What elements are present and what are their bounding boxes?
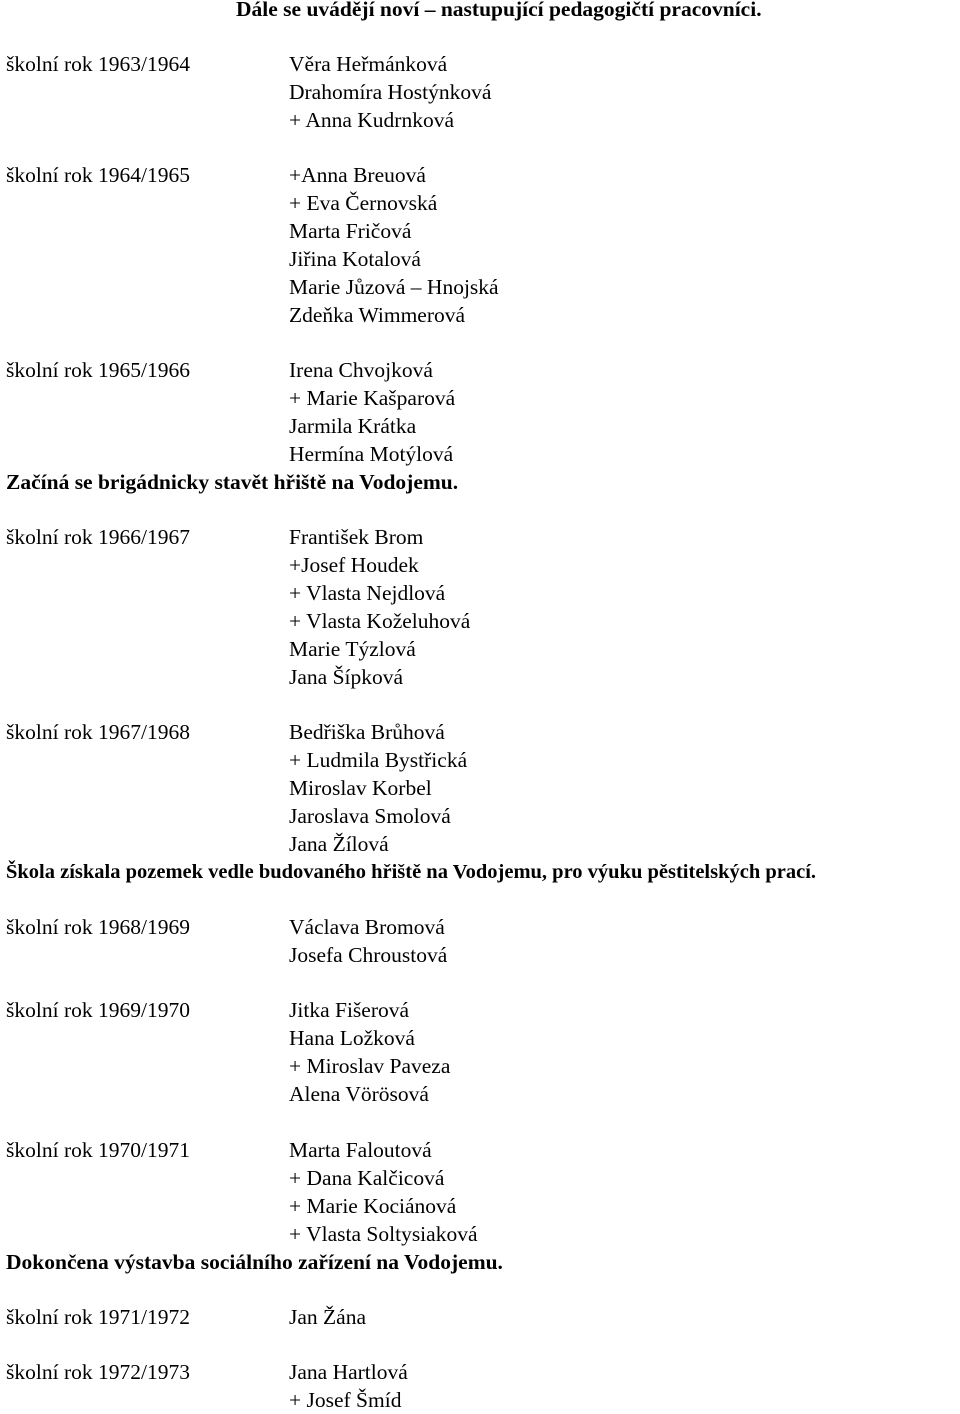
school-year-label: školní rok 1968/1969 (6, 915, 190, 939)
event-note: Dokončena výstavba sociálního zařízení na Vodojemu. (6, 1250, 503, 1274)
school-year-label: školní rok 1966/1967 (6, 525, 190, 549)
teacher-name: Irena Chvojková (289, 358, 433, 382)
teacher-name: Marie Jůzová – Hnojská (289, 275, 499, 299)
teacher-name: +Josef Houdek (289, 553, 419, 577)
teacher-name: + Vlasta Koželuhová (289, 609, 471, 633)
event-note: Začíná se brigádnicky stavět hřiště na Vodojemu. (6, 470, 459, 494)
teacher-name: + Marie Kociánová (289, 1194, 457, 1218)
teacher-name: Zdeňka Wimmerová (289, 303, 466, 327)
teacher-name: + Dana Kalčicová (289, 1166, 445, 1190)
school-year-label: školní rok 1963/1964 (6, 52, 190, 76)
teacher-name: Jan Žána (289, 1305, 367, 1329)
teacher-name: +Anna Breuová (289, 163, 426, 187)
event-note: Škola získala pozemek vedle budovaného hřiště na Vodojemu, pro výuku pěstitelských prací. (6, 861, 817, 883)
teacher-name: + Marie Kašparová (289, 386, 456, 410)
school-year-label: školní rok 1964/1965 (6, 163, 190, 187)
teacher-name: Alena Vörösová (289, 1082, 429, 1106)
teacher-name: Hana Ložková (289, 1026, 415, 1050)
teacher-name: + Miroslav Paveza (289, 1054, 451, 1078)
teacher-name: Jiřina Kotalová (289, 247, 421, 271)
teacher-name: + Eva Černovská (289, 191, 438, 215)
teacher-name: Marta Fričová (289, 219, 412, 243)
school-year-label: školní rok 1971/1972 (6, 1305, 190, 1329)
teacher-name: Jana Hartlová (289, 1360, 408, 1384)
teacher-name: + Anna Kudrnková (289, 108, 454, 132)
teacher-name: Drahomíra Hostýnková (289, 80, 492, 104)
teacher-name: Jarmila Krátka (289, 414, 417, 438)
school-year-label: školní rok 1969/1970 (6, 998, 190, 1022)
teacher-name: Marie Týzlová (289, 637, 416, 661)
teacher-name: Jana Žílová (289, 832, 389, 856)
teacher-name: Jaroslava Smolová (289, 804, 451, 828)
teacher-name: + Vlasta Soltysiaková (289, 1222, 478, 1246)
school-year-label: školní rok 1965/1966 (6, 358, 190, 382)
school-year-label: školní rok 1972/1973 (6, 1360, 190, 1384)
teacher-name: Bedřiška Brůhová (289, 720, 445, 744)
teacher-name: František Brom (289, 525, 424, 549)
school-year-label: školní rok 1967/1968 (6, 720, 190, 744)
teacher-name: Jitka Fišerová (289, 998, 410, 1022)
teacher-name: Miroslav Korbel (289, 776, 432, 800)
teacher-name: Marta Faloutová (289, 1138, 432, 1162)
intro-heading: Dále se uvádějí noví – nastupující pedagogičtí pracovníci. (236, 0, 762, 21)
school-year-label: školní rok 1970/1971 (6, 1138, 190, 1162)
teacher-name: + Vlasta Nejdlová (289, 581, 446, 605)
teacher-name: Josefa Chroustová (289, 943, 448, 967)
teacher-name: + Ludmila Bystřická (289, 748, 468, 772)
teacher-name: Věra Heřmánková (289, 52, 448, 76)
teacher-name: + Josef Šmíd (289, 1388, 402, 1412)
teacher-name: Václava Bromová (289, 915, 445, 939)
teacher-name: Jana Šípková (289, 665, 404, 689)
teacher-name: Hermína Motýlová (289, 442, 454, 466)
